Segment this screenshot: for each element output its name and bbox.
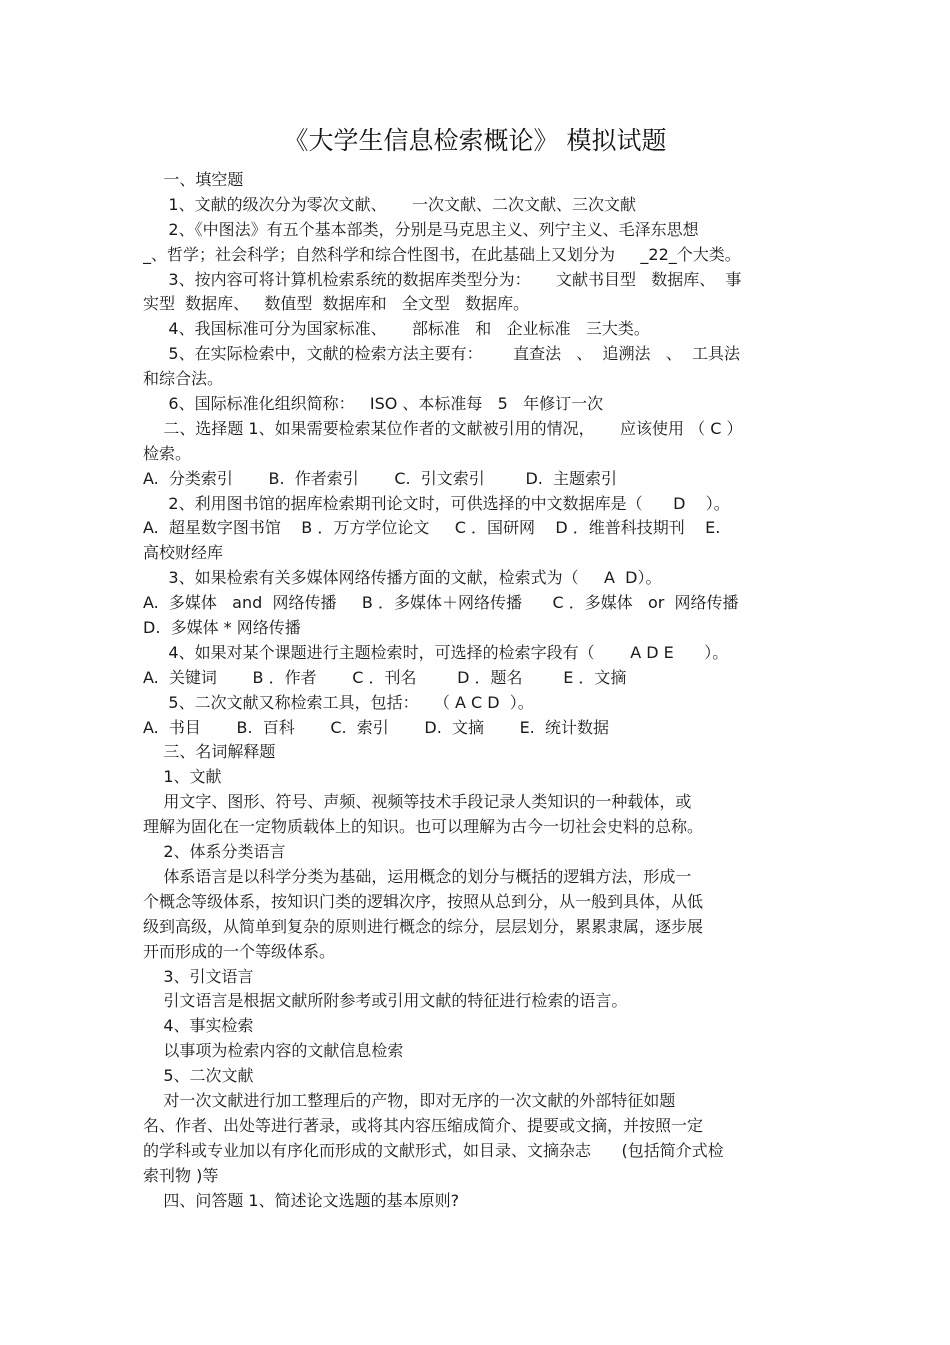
text-line: D. 多媒体 * 网络传播 <box>143 618 301 638</box>
text-line: 3、引文语言 <box>143 966 254 986</box>
text-line: 引文语言是根据文献所附参考或引用文献的特征进行检索的语言。 <box>143 991 628 1011</box>
text-line: 3、如果检索有关多媒体网络传播方面的文献，检索式为（ A D）。 <box>143 568 662 588</box>
text-line: 2、《中图法》有五个基本部类，分别是马克思主义、列宁主义、毛泽东思想 <box>143 219 699 239</box>
text-line: 4、事实检索 <box>143 1016 254 1036</box>
text-line: 二、选择题 1、如果需要检索某位作者的文献被引用的情况， 应该使用 （ C ） <box>143 418 743 438</box>
text-line: A. 多媒体 and 网络传播 B ．多媒体＋网络传播 C ．多媒体 or 网络传播 <box>143 593 739 613</box>
text-line: 和综合法。 <box>143 369 224 389</box>
text-line: 6、国际标准化组织简称： ISO 、本标准每 5 年修订一次 <box>143 394 604 414</box>
text-line: 体系语言是以科学分类为基础，运用概念的划分与概括的逻辑方法，形成一 <box>143 866 692 886</box>
text-line: 2、利用图书馆的据库检索期刊论文时，可供选择的中文数据库是（ D ）。 <box>143 493 730 513</box>
text-line: 名、作者、出处等进行著录，或将其内容压缩成简介、提要或文摘，并按照一定 <box>143 1115 704 1135</box>
text-line: 检索。 <box>143 443 192 463</box>
text-line: 1、文献 <box>143 767 222 787</box>
text-line: A. 关键词 B ．作者 C ．刊名 D ．题名 E ．文摘 <box>143 667 627 687</box>
text-line: 实型 数据库、 数值型 数据库和 全文型 数据库。 <box>143 294 530 314</box>
text-line: 5、在实际检索中，文献的检索方法主要有： 直查法 、 追溯法 、 工具法 <box>143 344 740 364</box>
text-line: 用文字、图形、符号、声频、视频等技术手段记录人类知识的一种载体，或 <box>143 792 692 812</box>
text-line: 1、文献的级次分为零次文献、 一次文献、二次文献、三次文献 <box>143 194 637 214</box>
text-line: 个概念等级体系，按知识门类的逻辑次序，按照从总到分，从一般到具体，从低 <box>143 891 704 911</box>
text-line: 2、体系分类语言 <box>143 842 286 862</box>
text-line: 4、如果对某个课题进行主题检索时，可选择的检索字段有（ A D E ）。 <box>143 642 729 662</box>
text-line: 高校财经库 <box>143 543 224 563</box>
document-body <box>143 168 813 1213</box>
text-line: 一、填空题 <box>143 170 244 189</box>
text-line: 4、我国标准可分为国家标准、 部标准 和 企业标准 三大类。 <box>143 319 650 339</box>
text-line: 以事项为检索内容的文献信息检索 <box>143 1041 404 1061</box>
text-line: 索刊物 )等 <box>143 1165 219 1185</box>
text-line: 5、二次文献 <box>143 1066 254 1086</box>
text-line: A. 书目 B. 百科 C. 索引 D. 文摘 E. 统计数据 <box>143 717 609 737</box>
text-line: 开而形成的一个等级体系。 <box>143 941 336 961</box>
text-line: 5、二次文献又称检索工具，包括： （ A C D ）。 <box>143 692 534 712</box>
text-line: A. 分类索引 B. 作者索引 C. 引文索引 D. 主题索引 <box>143 468 618 488</box>
document-title: 《大学生信息检索概论》 模拟试题 <box>283 126 667 155</box>
text-line: _、哲学；社会科学；自然科学和综合性图书，在此基础上又划分为 _22_个大类。 <box>143 244 741 264</box>
text-line: 对一次文献进行加工整理后的产物，即对无序的一次文献的外部特征如题 <box>143 1090 676 1110</box>
text-line: 三、名词解释题 <box>143 742 276 762</box>
text-line: 理解为固化在一定物质载体上的知识。也可以理解为古今一切社会史料的总称。 <box>143 817 704 837</box>
text-line: 的学科或专业加以有序化而形成的文献形式，如目录、文摘杂志 (包括简介式检 <box>143 1140 724 1160</box>
text-line: 3、按内容可将计算机检索系统的数据库类型分为： 文献书目型 数据库、 事 <box>143 269 742 289</box>
text-line: A. 超星数字图书馆 B ．万方学位论文 C ．国研网 D ．维普科技期刊 E. <box>143 518 721 538</box>
text-line: 级到高级，从简单到复杂的原则进行概念的综分，层层划分，累累隶属，逐步展 <box>143 916 704 936</box>
text-line: 四、问答题 1、简述论文选题的基本原则? <box>143 1190 460 1210</box>
